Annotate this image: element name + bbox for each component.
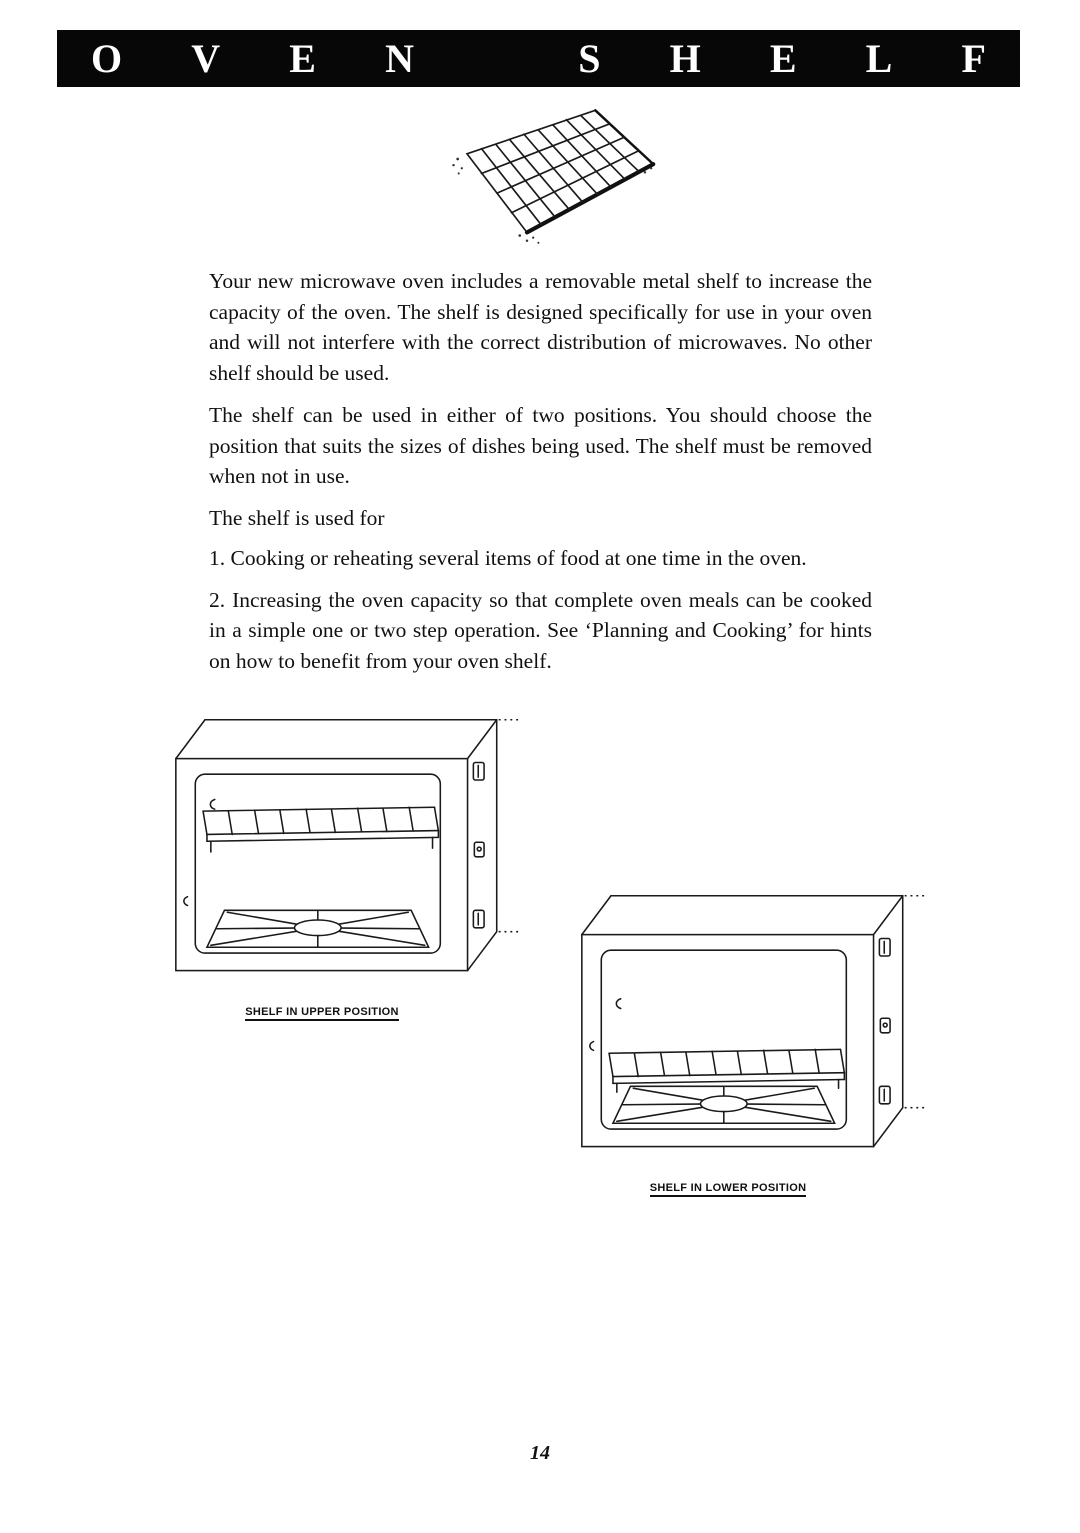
- paragraph-intro: Your new microwave oven includes a removable metal shelf to increase the capacity of the oven. The shelf is designed specifically for use in your oven and will not interfere with the correct distribution of microwaves. No other shelf should be used.: [209, 269, 872, 386]
- shelf-rack-icon: [438, 100, 676, 255]
- title-letter: E: [769, 35, 797, 81]
- title-letter: F: [961, 35, 986, 81]
- figure-caption-lower: [582, 1182, 874, 1197]
- title-letter: O: [91, 35, 123, 81]
- title-letter: L: [865, 35, 893, 81]
- body-text: [209, 266, 872, 688]
- metal-shelf-illustration: [438, 100, 676, 260]
- oven-lower-illustration: [576, 886, 928, 1178]
- list-item: 2. Increasing the oven capacity so that complete oven meals can be cooked in a simple one or two step operation. See ‘Planning and Cooking’ for hints on how to benefit from your oven shelf.: [209, 587, 872, 674]
- title-letter: N: [385, 35, 414, 81]
- page-number: 14: [530, 1442, 550, 1464]
- title-letter: V: [191, 35, 221, 81]
- page-title: [57, 30, 1020, 87]
- oven-lower-figure: [576, 886, 928, 1197]
- oven-upper-illustration: [170, 710, 522, 1002]
- oven-upper-figure: [170, 710, 522, 1021]
- paragraph-positions: The shelf can be used in either of two positions. You should choose the position that suits the sizes of dishes being used. The shelf must be removed when not in use.: [209, 402, 872, 489]
- title-letter: S: [578, 35, 601, 81]
- figure-caption-upper: [176, 1006, 468, 1021]
- title-letter: H: [669, 35, 701, 81]
- paragraph-lead-in: The shelf is used for: [209, 506, 385, 531]
- title-letter: E: [289, 35, 316, 81]
- list-item: 1. Cooking or reheating several items of food at one time in the oven.: [209, 545, 807, 570]
- figure-caption-upper-text: SHELF IN UPPER POSITION: [245, 1006, 399, 1021]
- figure-caption-lower-text: SHELF IN LOWER POSITION: [650, 1182, 807, 1197]
